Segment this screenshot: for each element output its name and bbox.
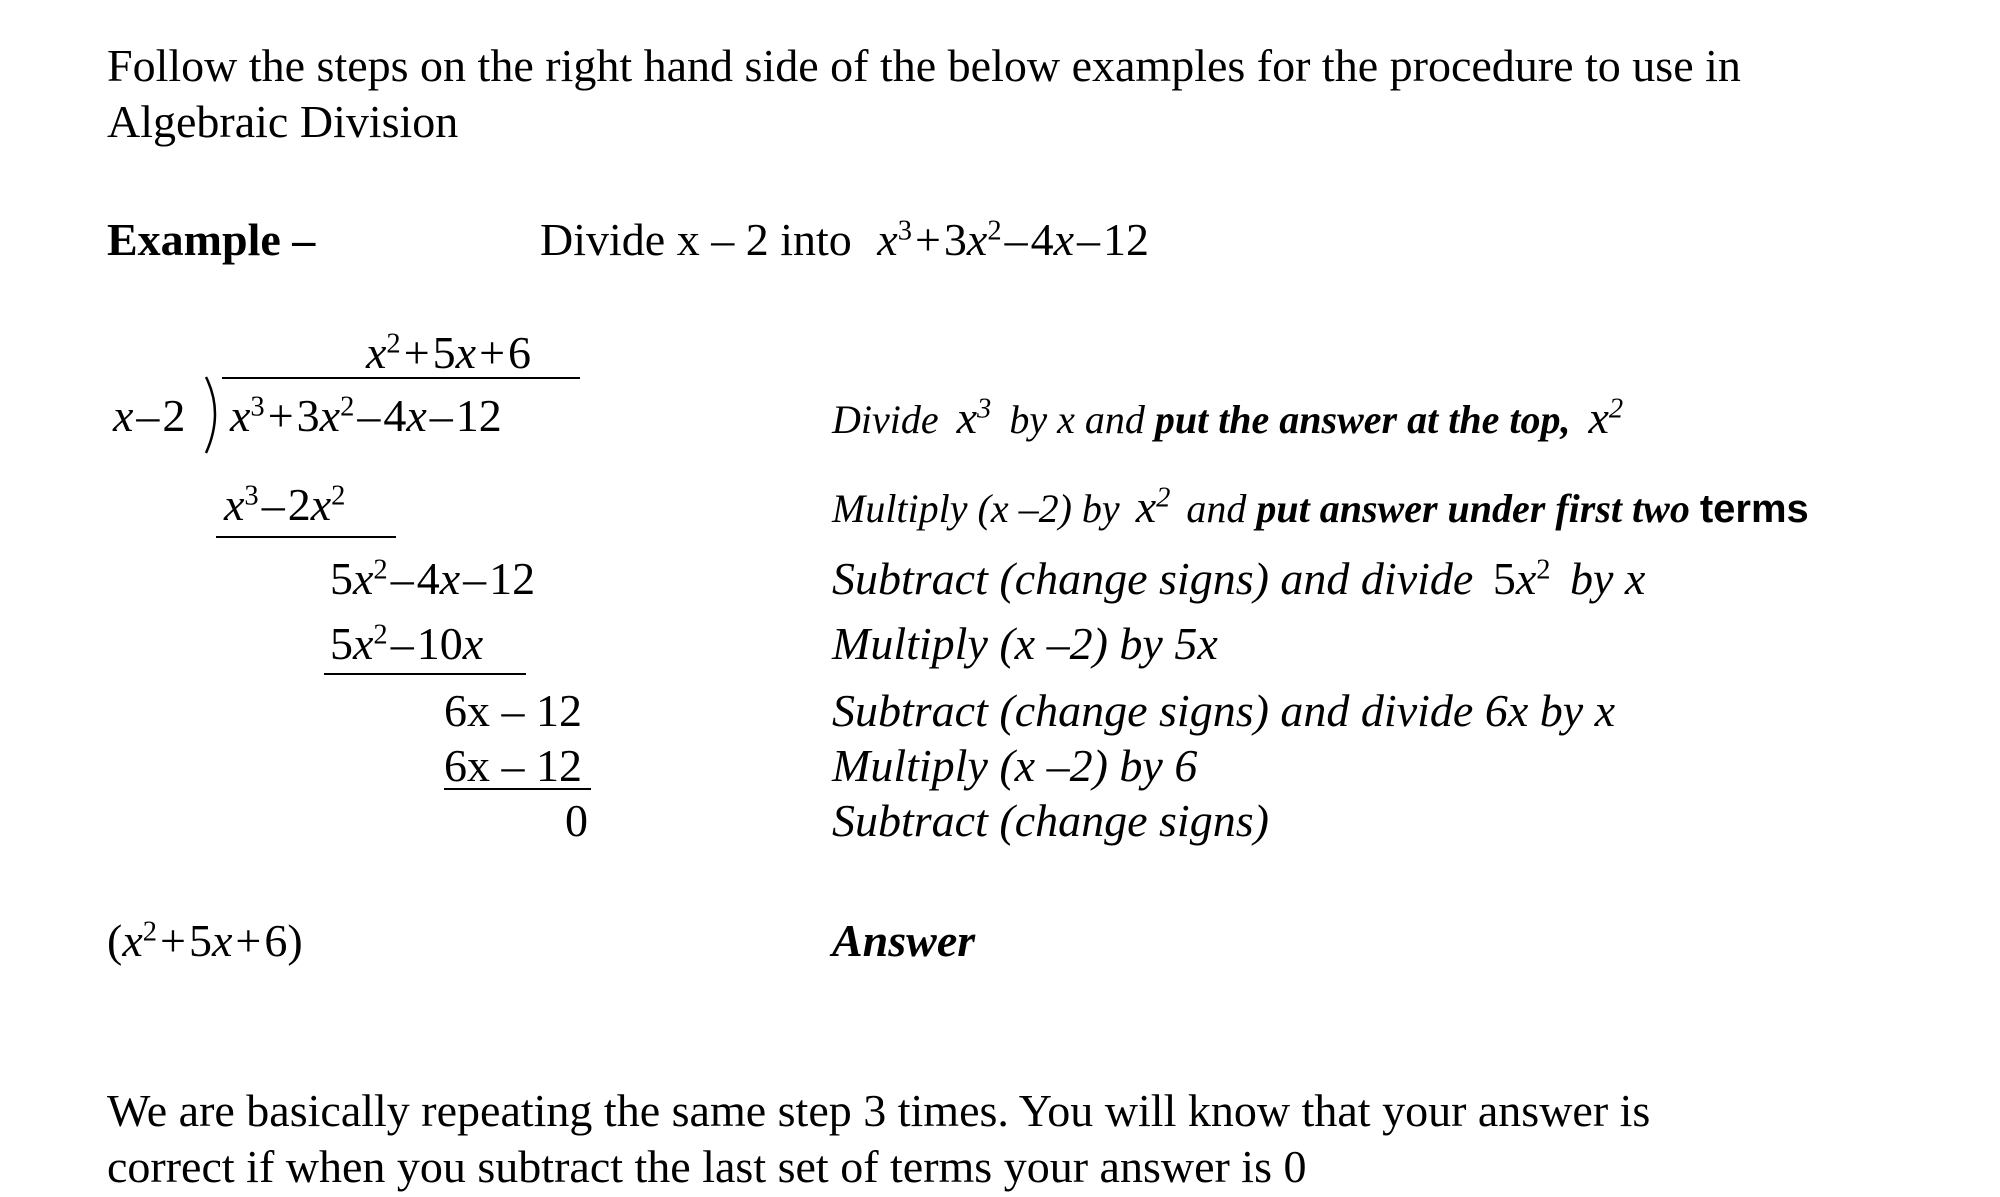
conclusion-line-1: We are basically repeating the same step 3 times. You will know that your answer is bbox=[107, 1085, 1651, 1136]
step-3-note bbox=[832, 553, 1646, 604]
step2-underline bbox=[324, 673, 526, 675]
step2-remainder: 6x – 12 bbox=[444, 685, 582, 736]
step1-remainder: $5x^2-4x-12$ bbox=[330, 553, 536, 604]
step-2-note bbox=[832, 481, 1809, 532]
step-3-text-a: Subtract (change signs) and divide bbox=[832, 553, 1474, 604]
vinculum-line bbox=[222, 377, 580, 379]
step3-underline bbox=[444, 788, 591, 790]
step-1-text-c: put the answer at the top, bbox=[1154, 397, 1571, 442]
intro-line-1: Follow the steps on the right hand side of the below examples for the procedure to use in bbox=[107, 40, 1741, 91]
step-5-note: Subtract (change signs) and divide 6x by x bbox=[832, 685, 1616, 736]
step-2-term: $x^2$ bbox=[1135, 481, 1171, 532]
final-remainder: 0 bbox=[565, 795, 588, 846]
step-2-text-b: and bbox=[1186, 486, 1247, 531]
example-polynomial: $x^3+3x^2-4x-12$ bbox=[877, 214, 1150, 265]
step3-product: 6x – 12 bbox=[444, 740, 582, 791]
step-3-text-b: by x bbox=[1570, 553, 1646, 604]
intro-line-2: Algebraic Division bbox=[107, 96, 459, 147]
conclusion-line-2: correct if when you subtract the last set of terms your answer is 0 bbox=[107, 1141, 1307, 1192]
step-2-text-d: terms bbox=[1699, 487, 1809, 531]
step-1-term: $x^3$ bbox=[956, 392, 992, 443]
divisor: x–2 bbox=[113, 390, 186, 441]
example-label: Example – bbox=[107, 214, 316, 265]
step-4-note: Multiply (x –2) by 5x bbox=[832, 618, 1218, 669]
dividend: $x^3+3x^2-4x-12$ bbox=[230, 390, 502, 441]
step-2-text-c: put answer under first two bbox=[1256, 486, 1690, 531]
conclusion-paragraph bbox=[107, 1083, 1650, 1195]
answer-label: Answer bbox=[832, 915, 976, 966]
answer-expression: $(x^2+5x+6)$ bbox=[107, 915, 303, 966]
step-1-result: $x^2$ bbox=[1588, 392, 1624, 443]
step-1-text-a: Divide bbox=[832, 397, 939, 442]
step-3-term: $5x^2$ bbox=[1492, 553, 1551, 604]
step-6-note: Multiply (x –2) by 6 bbox=[832, 740, 1198, 791]
step1-product: $x^3-2x^2$ bbox=[224, 479, 346, 530]
step-2-text-a: Multiply (x –2) by bbox=[832, 486, 1120, 531]
intro-paragraph bbox=[107, 38, 1741, 150]
example-prompt bbox=[540, 214, 1150, 265]
step2-product: $5x^2-10x$ bbox=[330, 618, 484, 669]
step-1-note bbox=[832, 392, 1624, 443]
step1-underline bbox=[216, 536, 396, 538]
example-prompt-text: Divide x – 2 into bbox=[540, 214, 852, 265]
step-1-text-b: by x and bbox=[1009, 397, 1145, 442]
quotient: $x^2+5x+6$ bbox=[366, 327, 532, 378]
division-bracket bbox=[202, 375, 228, 455]
step-7-note: Subtract (change signs) bbox=[832, 795, 1269, 846]
